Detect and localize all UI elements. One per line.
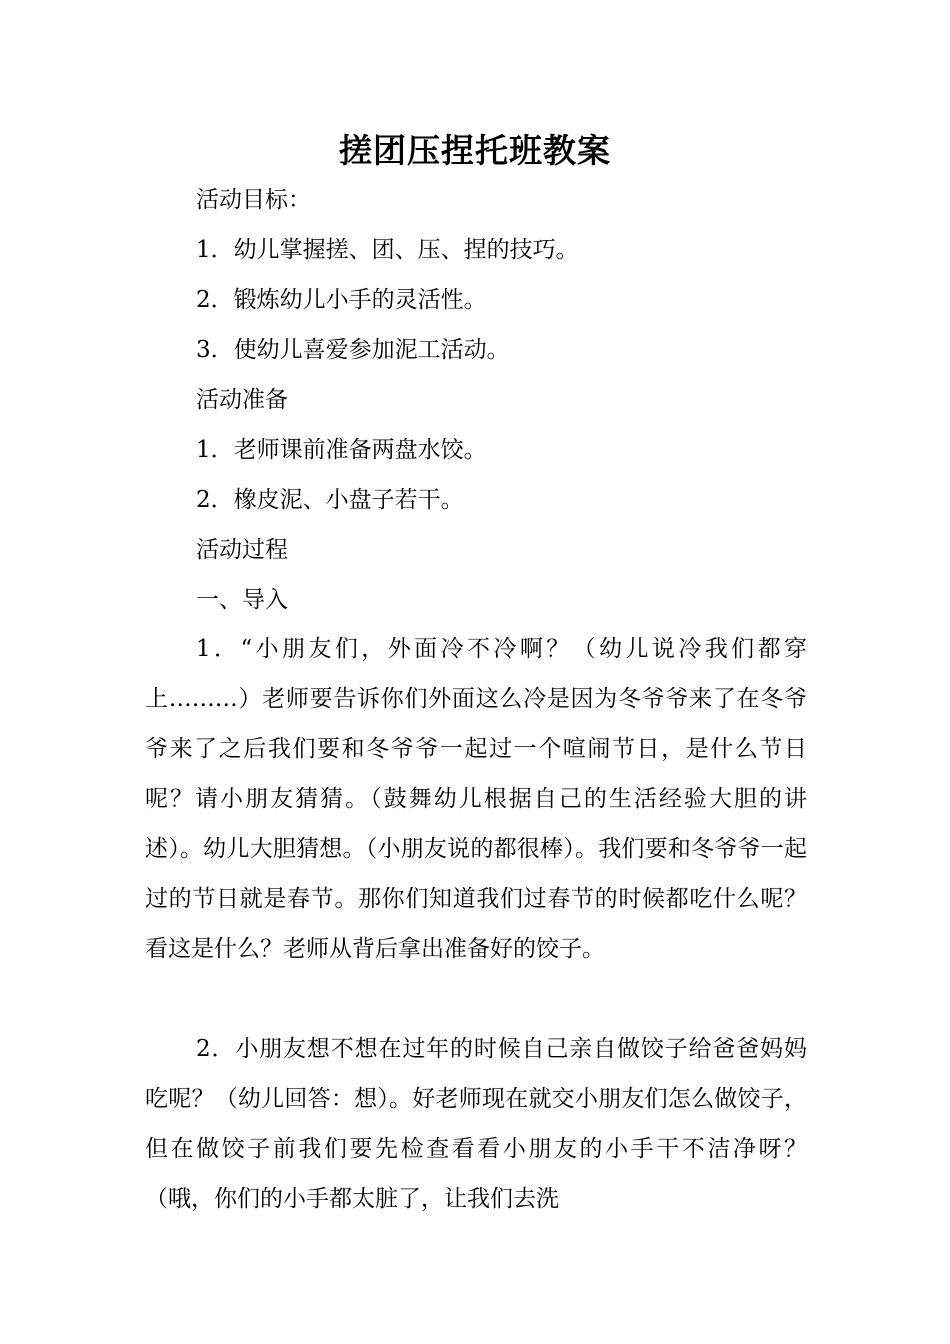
process-step-1: 1．“小朋友们，外面冷不冷啊？（幼儿说冷我们都穿上………）老师要告诉你们外面这么冷是因为冬爷爷来了在冬爷爷来了之后我们要和冬爷爷一起过一个喧闹节日，是什么节日呢？请小朋友猜猜。（鼓舞幼儿根据自己的生活经验大胆的讲述）。幼儿大胆猜想。（小朋友说的都很棒）。我们要和冬爷爷一起过的节日就是春节。那你们知道我们过春节的时候都吃什么呢？看这是什么？老师从背后拿出准备好的饺子。: [145, 636, 807, 962]
goal-item-1: 1．幼儿掌握搓、团、压、捏的技巧。: [196, 237, 579, 263]
intro-heading: 一、导入: [196, 587, 288, 613]
process-heading: 活动过程: [196, 537, 288, 563]
preparation-item-2: 2．橡皮泥、小盘子若干。: [196, 487, 464, 513]
process-step-2: 2．小朋友想不想在过年的时候自己亲自做饺子给爸爸妈妈吃呢？（幼儿回答：想）。好老师现在就交小朋友们怎么做饺子，但在做饺子前我们要先检查看看小朋友的小手干不洁净呀？（哦，你们的小手都太脏了，让我们去洗: [145, 1036, 807, 1212]
document-title: 搓团压捏托班教案: [339, 131, 611, 170]
goal-item-3: 3．使幼儿喜爱参加泥工活动。: [196, 337, 510, 363]
preparation-heading: 活动准备: [196, 387, 288, 413]
goals-heading: 活动目标：: [196, 187, 311, 213]
goal-item-2: 2．锻炼幼儿小手的灵活性。: [196, 287, 487, 313]
preparation-item-1: 1．老师课前准备两盘水饺。: [196, 437, 487, 463]
